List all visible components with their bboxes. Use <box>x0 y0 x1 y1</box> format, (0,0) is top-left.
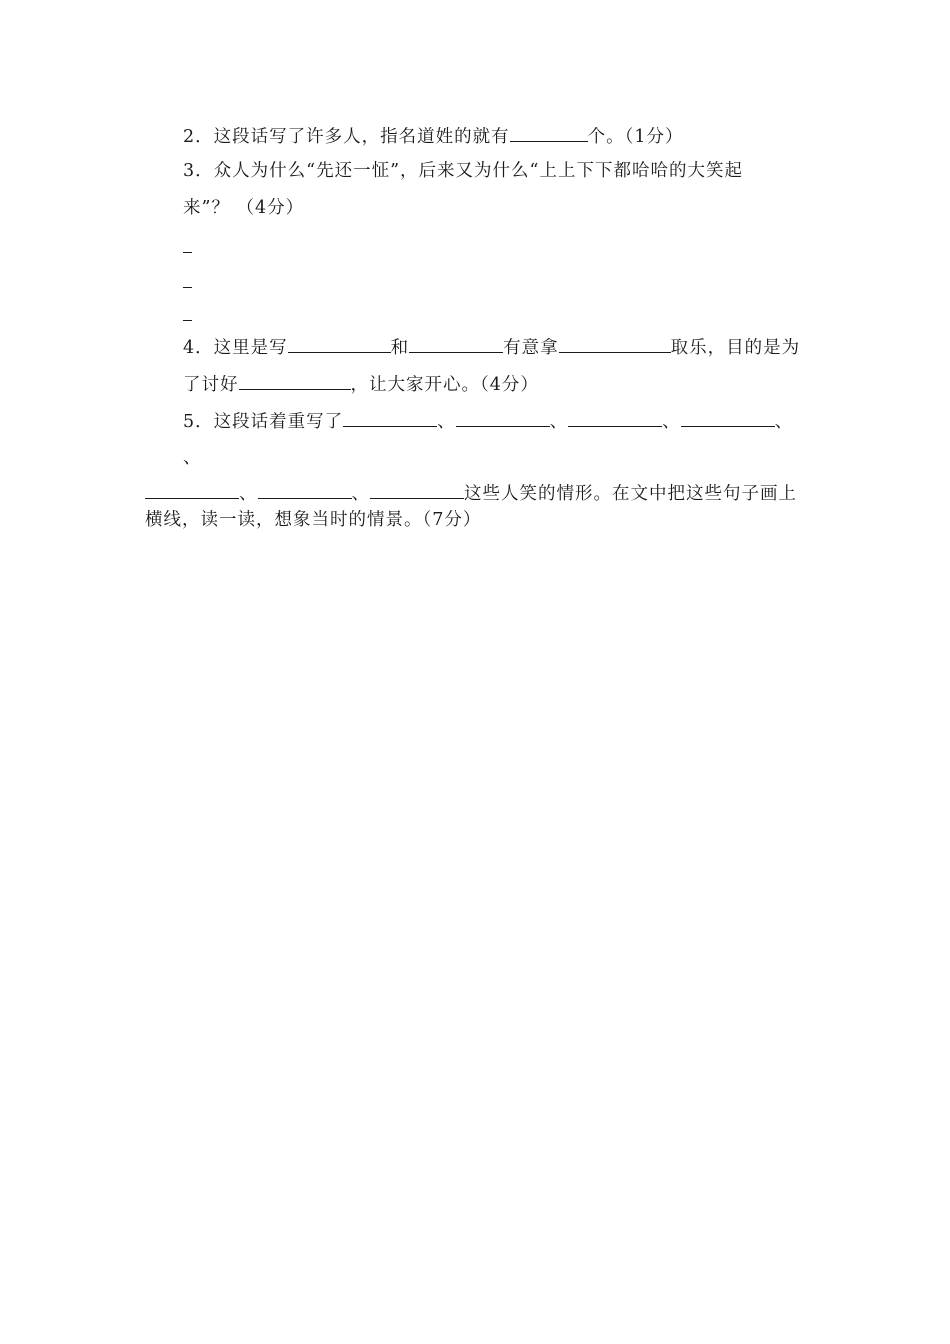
separator: 、 <box>183 448 202 468</box>
separator: 、 <box>662 412 681 432</box>
question-4-text: 和 <box>390 338 410 358</box>
question-5-text: 5．这段话着重写了 <box>183 412 344 432</box>
question-2-suffix: 个。（1分） <box>587 127 684 147</box>
answer-blank[interactable] <box>409 335 503 353</box>
answer-blank[interactable] <box>343 409 437 427</box>
answer-line[interactable] <box>183 287 192 288</box>
question-5-line-3 <box>145 481 797 506</box>
separator: 、 <box>774 412 794 432</box>
separator: 、 <box>437 412 456 432</box>
answer-blank[interactable] <box>510 124 588 142</box>
answer-blank[interactable] <box>258 481 352 499</box>
question-2 <box>183 124 684 149</box>
question-4-text: 有意拿 <box>503 338 559 358</box>
question-5-text: 这些人笑的情形。在文中把这些句子画上 <box>464 484 797 504</box>
question-4-line-2 <box>183 372 539 397</box>
separator: 、 <box>549 412 569 432</box>
answer-blank[interactable] <box>559 335 671 353</box>
question-4-text: 了讨好 <box>183 375 239 395</box>
answer-blank[interactable] <box>456 409 550 427</box>
question-5-line-2 <box>183 446 202 470</box>
question-5-line-1 <box>183 409 793 434</box>
answer-blank[interactable] <box>681 409 775 427</box>
question-4-line-1 <box>183 335 800 360</box>
answer-blank[interactable] <box>568 409 662 427</box>
separator: 、 <box>351 484 370 504</box>
answer-blank[interactable] <box>370 481 464 499</box>
question-4-text: 4．这里是写 <box>183 338 288 358</box>
answer-line[interactable] <box>183 252 192 253</box>
question-5-line-4: 横线，读一读，想象当时的情景。（7分） <box>145 510 482 530</box>
question-2-text: 2．这段话写了许多人，指名道姓的就有 <box>183 127 510 147</box>
question-3-line-2: 来”？ （4分） <box>183 198 305 218</box>
answer-line[interactable] <box>183 320 192 321</box>
question-4-text: ，让大家开心。（4分） <box>350 375 539 395</box>
question-4-text: 取乐，目的是为 <box>670 338 801 358</box>
separator: 、 <box>239 484 258 504</box>
answer-blank[interactable] <box>239 372 351 390</box>
answer-blank[interactable] <box>145 481 239 499</box>
answer-blank[interactable] <box>288 335 391 353</box>
question-3-line-1: 3．众人为什么“先还一怔”，后来又为什么“上上下下都哈哈的大笑起 <box>183 161 743 181</box>
